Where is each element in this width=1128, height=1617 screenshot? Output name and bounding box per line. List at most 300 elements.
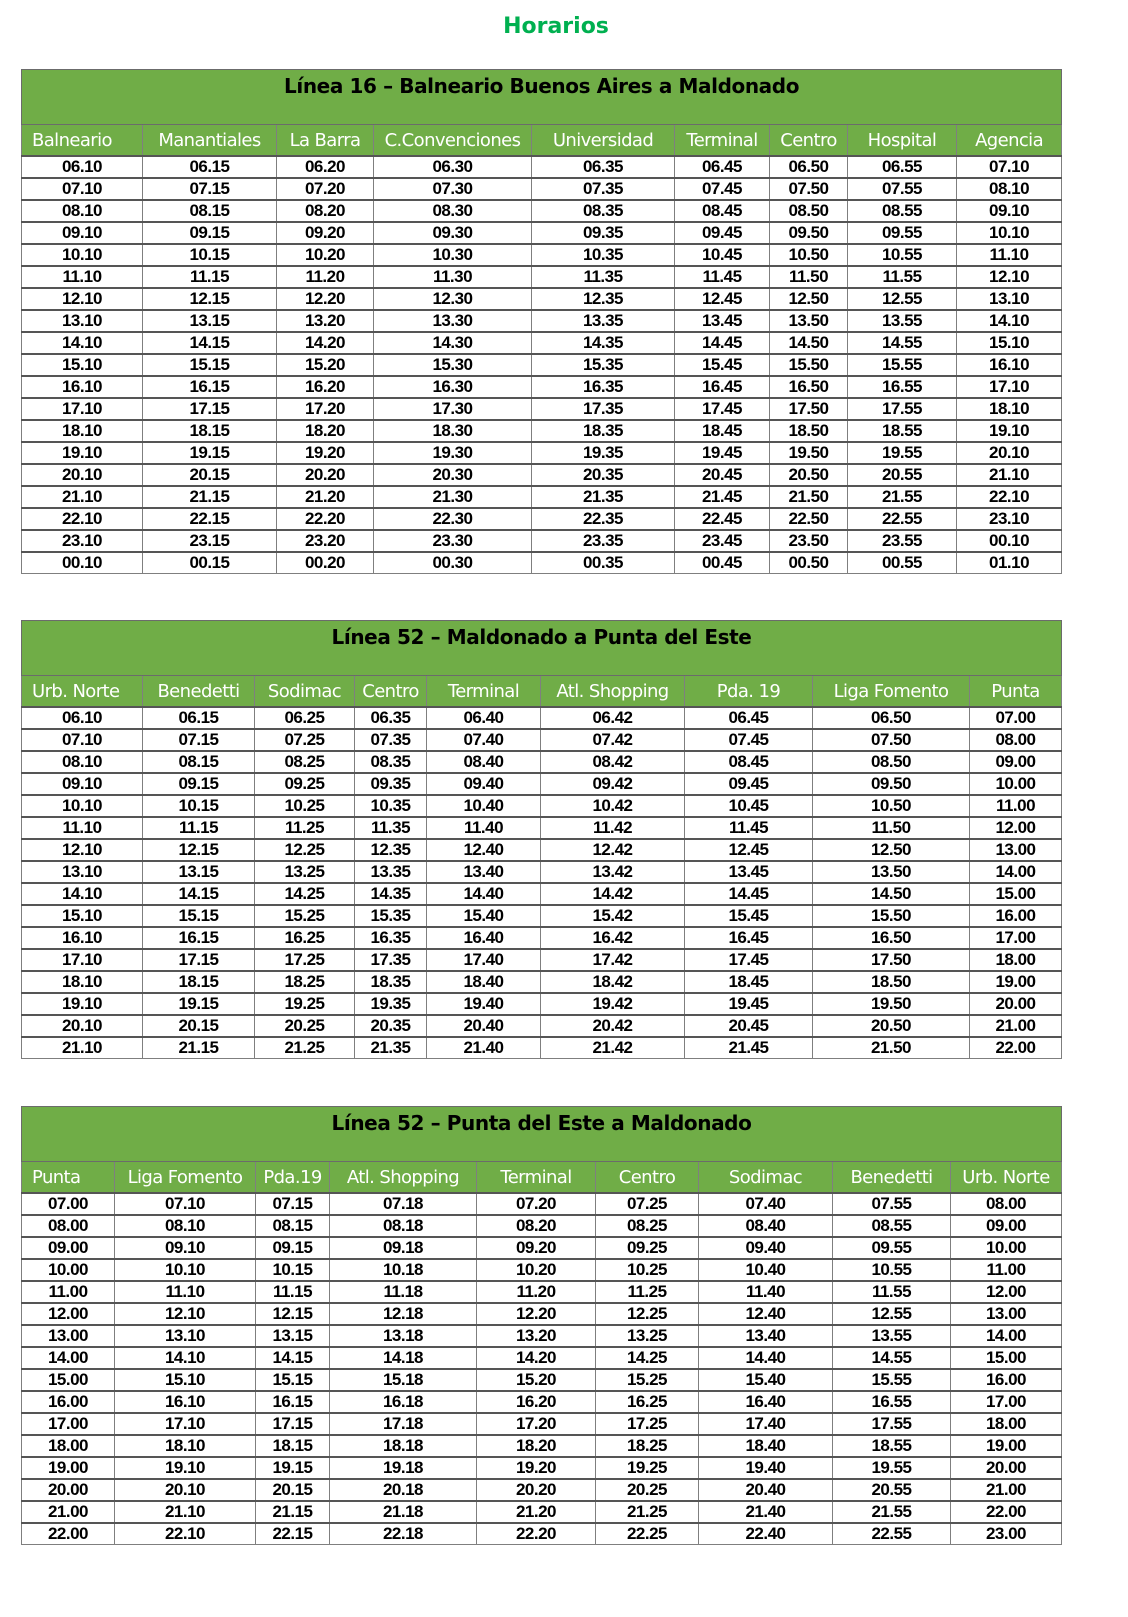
table-row [22, 310, 1062, 332]
time-cell: 14.25 [596, 1347, 699, 1369]
time-cell: 07.15 [143, 729, 255, 751]
time-cell: 14.18 [330, 1347, 477, 1369]
column-header: Centro [355, 676, 427, 708]
table-row [22, 773, 1062, 795]
time-cell: 08.45 [685, 751, 813, 773]
time-cell: 12.45 [685, 839, 813, 861]
time-cell: 16.35 [532, 376, 675, 398]
time-cell: 21.50 [813, 1037, 970, 1059]
column-header: Pda.19 [256, 1162, 330, 1194]
time-cell: 19.55 [848, 442, 957, 464]
time-cell: 17.45 [675, 398, 770, 420]
time-cell: 18.10 [957, 398, 1062, 420]
time-cell: 21.45 [685, 1037, 813, 1059]
time-cell: 21.20 [477, 1501, 596, 1523]
time-cell: 09.55 [833, 1237, 951, 1259]
time-cell: 07.10 [957, 156, 1062, 178]
time-cell: 22.20 [277, 508, 374, 530]
time-cell: 19.25 [596, 1457, 699, 1479]
time-cell: 20.35 [532, 464, 675, 486]
time-cell: 19.30 [374, 442, 532, 464]
time-cell: 14.20 [277, 332, 374, 354]
time-cell: 10.35 [355, 795, 427, 817]
time-cell: 18.45 [685, 971, 813, 993]
table-row [22, 442, 1062, 464]
time-cell: 00.20 [277, 552, 374, 574]
time-cell: 12.10 [22, 288, 143, 310]
time-cell: 11.20 [277, 266, 374, 288]
schedule-table-linea-52-ida [21, 620, 1062, 1059]
time-cell: 07.15 [143, 178, 277, 200]
time-cell: 07.15 [256, 1193, 330, 1215]
time-cell: 06.35 [532, 156, 675, 178]
column-header: Urb. Norte [951, 1162, 1062, 1194]
time-cell: 17.15 [143, 949, 255, 971]
table-row [22, 1391, 1062, 1413]
table-caption: Línea 52 – Maldonado a Punta del Este [22, 621, 1062, 676]
column-header: Terminal [477, 1162, 596, 1194]
time-cell: 23.15 [143, 530, 277, 552]
time-cell: 17.18 [330, 1413, 477, 1435]
time-cell: 06.35 [355, 707, 427, 729]
time-cell: 20.00 [951, 1457, 1062, 1479]
column-header: Liga Fomento [115, 1162, 256, 1194]
time-cell: 16.00 [951, 1369, 1062, 1391]
column-header: Universidad [532, 125, 675, 157]
time-cell: 12.10 [22, 839, 143, 861]
time-cell: 22.00 [970, 1037, 1062, 1059]
time-cell: 18.10 [22, 420, 143, 442]
time-cell: 12.15 [143, 839, 255, 861]
time-cell: 13.40 [427, 861, 541, 883]
time-cell: 16.18 [330, 1391, 477, 1413]
time-cell: 11.40 [699, 1281, 833, 1303]
time-cell: 08.50 [813, 751, 970, 773]
table-row [22, 927, 1062, 949]
time-cell: 11.00 [970, 795, 1062, 817]
time-cell: 10.40 [699, 1259, 833, 1281]
time-cell: 17.55 [848, 398, 957, 420]
time-cell: 10.10 [22, 795, 143, 817]
time-cell: 14.30 [374, 332, 532, 354]
time-cell: 10.20 [477, 1259, 596, 1281]
time-cell: 14.50 [813, 883, 970, 905]
column-header: La Barra [277, 125, 374, 157]
time-cell: 07.00 [22, 1193, 115, 1215]
column-header: Balneario [22, 125, 143, 157]
time-cell: 11.10 [22, 817, 143, 839]
time-cell: 07.10 [22, 178, 143, 200]
time-cell: 10.40 [427, 795, 541, 817]
time-cell: 10.10 [957, 222, 1062, 244]
time-cell: 23.35 [532, 530, 675, 552]
table-row [22, 332, 1062, 354]
time-cell: 09.18 [330, 1237, 477, 1259]
table-row [22, 288, 1062, 310]
time-cell: 20.20 [277, 464, 374, 486]
time-cell: 14.10 [22, 332, 143, 354]
table-row [22, 949, 1062, 971]
time-cell: 19.20 [277, 442, 374, 464]
time-cell: 07.42 [541, 729, 685, 751]
column-header: Centro [596, 1162, 699, 1194]
table-row [22, 795, 1062, 817]
time-cell: 18.35 [532, 420, 675, 442]
time-cell: 21.50 [770, 486, 848, 508]
time-cell: 18.10 [115, 1435, 256, 1457]
time-cell: 08.25 [596, 1215, 699, 1237]
time-cell: 20.35 [355, 1015, 427, 1037]
time-cell: 17.10 [22, 398, 143, 420]
time-cell: 18.15 [256, 1435, 330, 1457]
time-cell: 12.18 [330, 1303, 477, 1325]
time-cell: 20.55 [833, 1479, 951, 1501]
time-cell: 13.15 [143, 861, 255, 883]
column-header: Punta [970, 676, 1062, 708]
time-cell: 18.00 [22, 1435, 115, 1457]
time-cell: 14.10 [957, 310, 1062, 332]
time-cell: 18.55 [848, 420, 957, 442]
time-cell: 08.18 [330, 1215, 477, 1237]
time-cell: 07.40 [427, 729, 541, 751]
time-cell: 14.55 [848, 332, 957, 354]
time-cell: 09.15 [143, 222, 277, 244]
table-row [22, 200, 1062, 222]
time-cell: 15.45 [675, 354, 770, 376]
time-cell: 16.30 [374, 376, 532, 398]
time-cell: 15.40 [699, 1369, 833, 1391]
time-cell: 18.30 [374, 420, 532, 442]
time-cell: 12.15 [256, 1303, 330, 1325]
time-cell: 09.20 [277, 222, 374, 244]
time-cell: 21.00 [22, 1501, 115, 1523]
time-cell: 23.00 [951, 1523, 1062, 1545]
time-cell: 15.15 [256, 1369, 330, 1391]
time-cell: 20.10 [957, 442, 1062, 464]
time-cell: 12.40 [699, 1303, 833, 1325]
time-cell: 19.10 [957, 420, 1062, 442]
time-cell: 21.42 [541, 1037, 685, 1059]
time-cell: 15.42 [541, 905, 685, 927]
table-caption: Línea 16 – Balneario Buenos Aires a Maldonado [22, 70, 1062, 125]
column-header: Centro [770, 125, 848, 157]
time-cell: 08.50 [770, 200, 848, 222]
time-cell: 12.10 [115, 1303, 256, 1325]
time-cell: 20.30 [374, 464, 532, 486]
time-cell: 08.15 [256, 1215, 330, 1237]
time-cell: 22.18 [330, 1523, 477, 1545]
time-cell: 23.45 [675, 530, 770, 552]
time-cell: 06.55 [848, 156, 957, 178]
table-row [22, 1457, 1062, 1479]
time-cell: 19.15 [143, 442, 277, 464]
table-row [22, 156, 1062, 178]
time-cell: 12.42 [541, 839, 685, 861]
table-row [22, 1281, 1062, 1303]
time-cell: 13.15 [256, 1325, 330, 1347]
table-row [22, 354, 1062, 376]
time-cell: 16.40 [699, 1391, 833, 1413]
time-cell: 18.25 [596, 1435, 699, 1457]
time-cell: 18.25 [255, 971, 355, 993]
time-cell: 21.45 [675, 486, 770, 508]
time-cell: 09.35 [532, 222, 675, 244]
time-cell: 12.40 [427, 839, 541, 861]
time-cell: 11.35 [355, 817, 427, 839]
table-row [22, 1193, 1062, 1215]
time-cell: 15.10 [957, 332, 1062, 354]
time-cell: 15.20 [477, 1369, 596, 1391]
time-cell: 18.20 [477, 1435, 596, 1457]
time-cell: 00.45 [675, 552, 770, 574]
time-cell: 08.00 [22, 1215, 115, 1237]
time-cell: 13.00 [951, 1303, 1062, 1325]
time-cell: 21.10 [22, 1037, 143, 1059]
time-cell: 11.50 [813, 817, 970, 839]
time-cell: 22.00 [951, 1501, 1062, 1523]
table-row [22, 905, 1062, 927]
table-row [22, 1435, 1062, 1457]
time-cell: 21.55 [833, 1501, 951, 1523]
time-cell: 18.50 [770, 420, 848, 442]
time-cell: 10.42 [541, 795, 685, 817]
time-cell: 15.40 [427, 905, 541, 927]
time-cell: 21.15 [256, 1501, 330, 1523]
time-cell: 08.25 [255, 751, 355, 773]
column-header-row [22, 125, 1062, 157]
time-cell: 09.42 [541, 773, 685, 795]
time-cell: 12.35 [355, 839, 427, 861]
time-cell: 16.10 [22, 376, 143, 398]
time-cell: 17.10 [115, 1413, 256, 1435]
table-row [22, 883, 1062, 905]
table-row [22, 508, 1062, 530]
time-cell: 21.10 [22, 486, 143, 508]
time-cell: 13.45 [675, 310, 770, 332]
time-cell: 08.30 [374, 200, 532, 222]
time-cell: 17.20 [277, 398, 374, 420]
time-cell: 13.55 [833, 1325, 951, 1347]
time-cell: 06.45 [675, 156, 770, 178]
time-cell: 14.35 [532, 332, 675, 354]
time-cell: 16.40 [427, 927, 541, 949]
time-cell: 10.00 [970, 773, 1062, 795]
time-cell: 22.55 [848, 508, 957, 530]
time-cell: 00.15 [143, 552, 277, 574]
time-cell: 20.00 [22, 1479, 115, 1501]
time-cell: 16.35 [355, 927, 427, 949]
time-cell: 20.42 [541, 1015, 685, 1037]
time-cell: 12.25 [596, 1303, 699, 1325]
time-cell: 19.18 [330, 1457, 477, 1479]
time-cell: 22.55 [833, 1523, 951, 1545]
time-cell: 17.25 [596, 1413, 699, 1435]
time-cell: 07.45 [675, 178, 770, 200]
time-cell: 09.15 [143, 773, 255, 795]
time-cell: 17.00 [22, 1413, 115, 1435]
time-cell: 14.50 [770, 332, 848, 354]
time-cell: 14.20 [477, 1347, 596, 1369]
time-cell: 21.20 [277, 486, 374, 508]
time-cell: 07.18 [330, 1193, 477, 1215]
time-cell: 14.15 [256, 1347, 330, 1369]
time-cell: 21.00 [970, 1015, 1062, 1037]
time-cell: 15.20 [277, 354, 374, 376]
time-cell: 17.40 [427, 949, 541, 971]
time-cell: 07.50 [770, 178, 848, 200]
table-row [22, 1259, 1062, 1281]
time-cell: 08.55 [833, 1215, 951, 1237]
time-cell: 20.40 [699, 1479, 833, 1501]
time-cell: 16.10 [957, 354, 1062, 376]
time-cell: 12.20 [277, 288, 374, 310]
column-header: Manantiales [143, 125, 277, 157]
time-cell: 08.10 [22, 200, 143, 222]
column-header: Punta [22, 1162, 115, 1194]
table-row [22, 376, 1062, 398]
time-cell: 13.10 [22, 861, 143, 883]
time-cell: 08.45 [675, 200, 770, 222]
time-cell: 14.45 [675, 332, 770, 354]
time-cell: 23.10 [957, 508, 1062, 530]
time-cell: 20.45 [675, 464, 770, 486]
time-cell: 16.45 [675, 376, 770, 398]
time-cell: 07.20 [277, 178, 374, 200]
time-cell: 22.40 [699, 1523, 833, 1545]
time-cell: 21.55 [848, 486, 957, 508]
column-header: Atl. Shopping [330, 1162, 477, 1194]
time-cell: 20.15 [256, 1479, 330, 1501]
time-cell: 19.45 [675, 442, 770, 464]
table-row [22, 1479, 1062, 1501]
time-cell: 20.15 [143, 1015, 255, 1037]
time-cell: 14.55 [833, 1347, 951, 1369]
time-cell: 06.40 [427, 707, 541, 729]
table-body [22, 707, 1062, 1059]
table-row [22, 1347, 1062, 1369]
time-cell: 13.45 [685, 861, 813, 883]
time-cell: 17.55 [833, 1413, 951, 1435]
page-title: Horarios [503, 14, 609, 39]
time-cell: 13.35 [355, 861, 427, 883]
time-cell: 17.40 [699, 1413, 833, 1435]
time-cell: 09.00 [22, 1237, 115, 1259]
time-cell: 18.35 [355, 971, 427, 993]
time-cell: 21.25 [596, 1501, 699, 1523]
table-body [22, 1193, 1062, 1545]
time-cell: 06.50 [813, 707, 970, 729]
time-cell: 16.42 [541, 927, 685, 949]
time-cell: 19.10 [115, 1457, 256, 1479]
time-cell: 13.50 [813, 861, 970, 883]
time-cell: 18.00 [951, 1413, 1062, 1435]
column-header: Sodimac [699, 1162, 833, 1194]
time-cell: 01.10 [957, 552, 1062, 574]
time-cell: 22.15 [143, 508, 277, 530]
time-cell: 07.45 [685, 729, 813, 751]
table-row [22, 1037, 1062, 1059]
time-cell: 13.15 [143, 310, 277, 332]
time-cell: 19.10 [22, 993, 143, 1015]
time-cell: 14.00 [970, 861, 1062, 883]
table-row [22, 552, 1062, 574]
time-cell: 08.35 [355, 751, 427, 773]
table-row [22, 178, 1062, 200]
table-row [22, 266, 1062, 288]
time-cell: 11.25 [255, 817, 355, 839]
schedule-table-linea-16 [21, 69, 1062, 574]
time-cell: 17.25 [255, 949, 355, 971]
time-cell: 14.40 [699, 1347, 833, 1369]
time-cell: 11.10 [115, 1281, 256, 1303]
time-cell: 18.15 [143, 420, 277, 442]
table-row [22, 420, 1062, 442]
column-header-row [22, 1162, 1062, 1194]
time-cell: 19.00 [22, 1457, 115, 1479]
time-cell: 22.25 [596, 1523, 699, 1545]
time-cell: 09.45 [685, 773, 813, 795]
time-cell: 09.50 [813, 773, 970, 795]
time-cell: 10.25 [596, 1259, 699, 1281]
time-cell: 19.15 [256, 1457, 330, 1479]
time-cell: 16.20 [277, 376, 374, 398]
time-cell: 23.10 [22, 530, 143, 552]
column-header: Hospital [848, 125, 957, 157]
time-cell: 10.25 [255, 795, 355, 817]
time-cell: 00.50 [770, 552, 848, 574]
time-cell: 07.10 [115, 1193, 256, 1215]
time-cell: 19.00 [970, 971, 1062, 993]
time-cell: 16.15 [143, 376, 277, 398]
table-row [22, 1325, 1062, 1347]
column-header: Terminal [675, 125, 770, 157]
table-row [22, 861, 1062, 883]
time-cell: 20.50 [770, 464, 848, 486]
time-cell: 10.00 [951, 1237, 1062, 1259]
table-row [22, 244, 1062, 266]
time-cell: 11.18 [330, 1281, 477, 1303]
time-cell: 21.15 [143, 486, 277, 508]
time-cell: 20.55 [848, 464, 957, 486]
time-cell: 10.50 [770, 244, 848, 266]
time-cell: 08.10 [115, 1215, 256, 1237]
time-cell: 09.10 [115, 1237, 256, 1259]
time-cell: 16.20 [477, 1391, 596, 1413]
time-cell: 16.55 [833, 1391, 951, 1413]
time-cell: 09.15 [256, 1237, 330, 1259]
time-cell: 07.55 [848, 178, 957, 200]
time-cell: 08.55 [848, 200, 957, 222]
time-cell: 18.15 [143, 971, 255, 993]
time-cell: 10.20 [277, 244, 374, 266]
time-cell: 09.40 [427, 773, 541, 795]
time-cell: 20.10 [22, 464, 143, 486]
time-cell: 15.00 [951, 1347, 1062, 1369]
time-cell: 14.15 [143, 883, 255, 905]
time-cell: 19.55 [833, 1457, 951, 1479]
time-cell: 09.35 [355, 773, 427, 795]
time-cell: 20.40 [427, 1015, 541, 1037]
table-row [22, 707, 1062, 729]
time-cell: 19.25 [255, 993, 355, 1015]
time-cell: 20.18 [330, 1479, 477, 1501]
time-cell: 21.35 [532, 486, 675, 508]
table-row [22, 993, 1062, 1015]
time-cell: 14.00 [22, 1347, 115, 1369]
time-cell: 07.10 [22, 729, 143, 751]
time-cell: 07.35 [355, 729, 427, 751]
time-cell: 08.35 [532, 200, 675, 222]
